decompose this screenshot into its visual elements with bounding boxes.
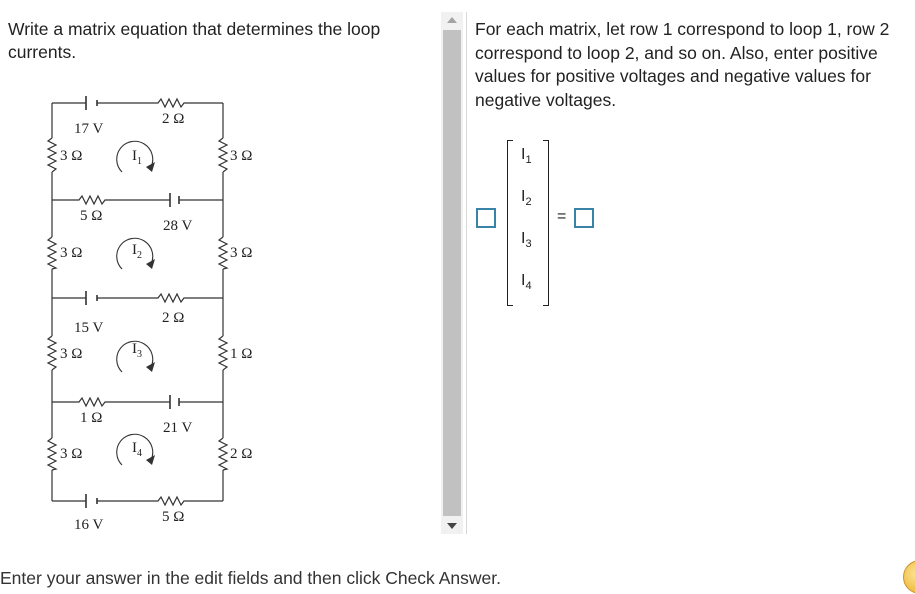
scroll-up-arrow-icon[interactable] [441,12,463,28]
label-loop4-left: 3 Ω [60,446,83,462]
pane-divider [466,12,467,534]
loop3-label: $I_3$ [132,341,142,360]
label-loop3-left: 3 Ω [60,346,83,362]
matrix-equation [474,138,604,308]
resistor-loop4-right [219,438,227,470]
vector-entry-2: $I_2$ [521,188,532,209]
vector-left-bracket [507,140,513,306]
circuit-diagram [0,0,440,545]
label-bottom-source: 16 V [74,517,104,533]
scroll-thumb[interactable] [443,30,461,516]
question-prompt: Write a matrix equation that determines the loop currents. [8,19,381,62]
vector-entry-1: $I_1$ [521,146,532,167]
battery-28v [170,193,179,207]
label-loop1-right: 3 Ω [230,148,253,164]
loop2-label: $I_2$ [132,242,142,261]
label-top-source: 17 V [74,121,104,137]
battery-17v [86,96,97,110]
label-top-resistor: 2 Ω [162,111,185,127]
label-loop2-right: 3 Ω [230,245,253,261]
vector-entry-4: $I_4$ [521,272,532,293]
help-icon[interactable] [903,560,915,594]
instructions-text: For each matrix, let row 1 correspond to loop 1, row 2 correspond to loop 2, and so on. Also, enter positive values for positive voltages and negative values for negative voltages. [475,19,890,110]
label-mid34-resistor: 1 Ω [80,410,103,426]
footer-instruction: Enter your answer in the edit fields and then click Check Answer. [0,568,501,588]
resistor-loop3-left [48,336,56,370]
loop3-arrowhead [146,362,155,372]
vector-right-bracket [543,140,549,306]
vector-entry-3: $I_3$ [521,230,532,251]
branch-12 [52,196,223,204]
resistor-loop2-left [48,237,56,269]
loop1-arrowhead [146,162,155,172]
label-mid34-source: 21 V [163,420,193,436]
battery-15v [86,291,97,305]
battery-16v [86,494,97,508]
loop2-arrowhead [146,259,155,269]
resistor-loop3-right [219,336,227,370]
label-loop4-right: 2 Ω [230,446,253,462]
vertical-scrollbar[interactable] [441,12,463,534]
label-mid12-source: 28 V [163,218,193,234]
label-loop2-left: 3 Ω [60,245,83,261]
label-mid23-source: 15 V [74,320,104,336]
resistor-loop4-left [48,438,56,470]
bottom-wire [52,497,223,505]
loop4-label: $I_4$ [132,440,142,459]
top-wire [52,99,223,107]
battery-21v [170,395,179,409]
question-pane [0,0,440,545]
label-bottom-resistor: 5 Ω [162,509,185,525]
branch-23 [52,294,223,302]
label-mid23-resistor: 2 Ω [162,310,185,326]
resistor-loop1-right [219,138,227,172]
label-loop3-right: 1 Ω [230,346,253,362]
branch-34 [52,398,223,406]
resistor-loop1-left [48,138,56,172]
loop1-label: $I_1$ [132,148,142,167]
loop4-arrowhead [146,455,155,465]
resistor-loop2-right [219,237,227,269]
label-loop1-left: 3 Ω [60,148,83,164]
equals-sign: = [557,208,567,225]
scroll-down-arrow-icon[interactable] [441,518,463,534]
coefficient-matrix-input[interactable] [476,208,496,228]
constants-vector-input[interactable] [574,208,594,228]
label-mid12-resistor: 5 Ω [80,208,103,224]
